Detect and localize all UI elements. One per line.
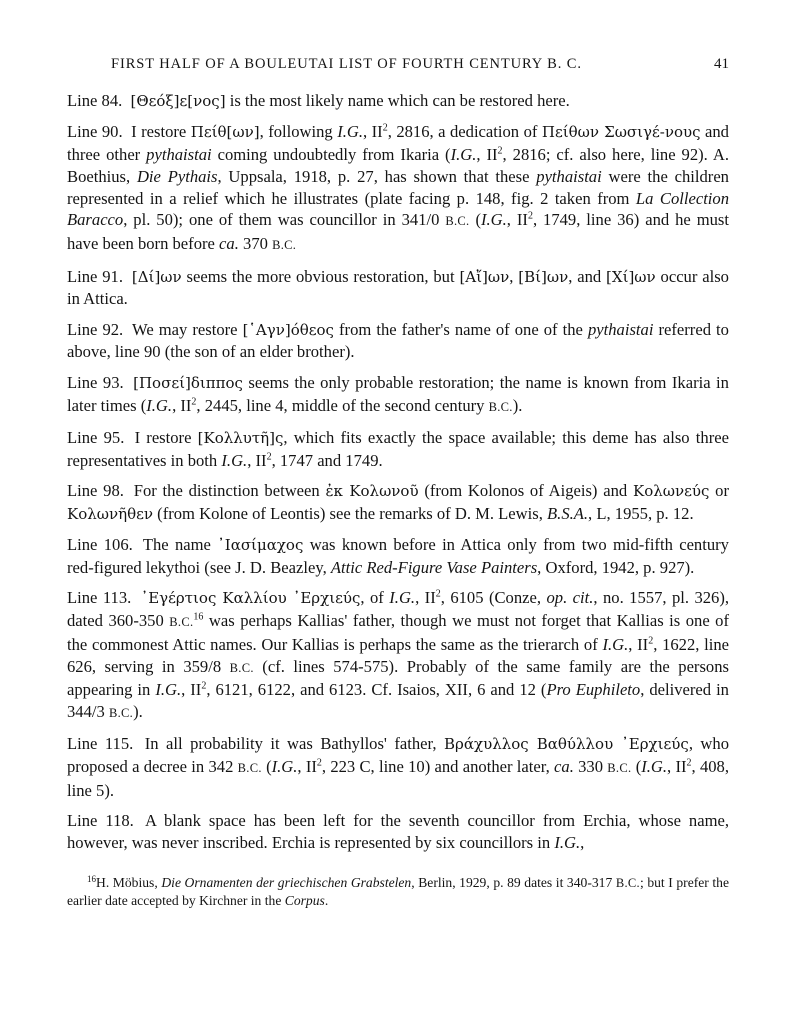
greek-text: Βράχυλλος Βαθύλλου ᾿Ερχιεύς <box>444 735 689 754</box>
greek-text: Κολωνεύς <box>632 481 710 500</box>
citation-ig: I.G. <box>146 395 173 415</box>
greek-text: Πείθ[ων] <box>190 123 260 142</box>
greek-text: Κολωνῆθεν <box>67 504 154 523</box>
citation-ig: I.G. <box>271 757 298 777</box>
note-label: Line 91. <box>67 266 124 286</box>
greek-text: [Χί]ων <box>606 267 656 286</box>
running-title: FIRST HALF OF A BOULEUTAI LIST OF FOURTH CENTURY B. C. <box>111 56 582 72</box>
citation-ig: I.G. <box>155 680 182 700</box>
greek-text: [Βί]ων <box>518 267 569 286</box>
citation-ig: I.G. <box>389 588 416 608</box>
greek-text: ᾿Ιασίμαχος <box>217 536 304 555</box>
note-label: Line 84. <box>67 91 123 110</box>
note-label: Line 93. <box>67 372 124 392</box>
footnote-ref[interactable]: 16 <box>193 611 204 623</box>
note-line-93: Line 93. [Ποσεί]διππος seems the only probable restoration; the name is known from Ikaria in later times (I.G., $II^2$, 2445, line 4, middle of the second century B.C.). <box>67 372 729 415</box>
greek-text: ἐκ Κολωνοῦ <box>325 481 419 500</box>
note-line-92: Line 92. We may restore [῾Αγν]όθεος from the father's name of one of the pythaistai referred to above, line 90 (the son of an elder brother). <box>67 319 729 362</box>
greek-text: ᾿Εγέρτιος Καλλίου ᾿Ερχιεύς <box>140 589 361 608</box>
book-title: Die Ornamenten der griechischen Grabstelen <box>161 874 412 890</box>
footnote-mark: 16 <box>87 873 96 884</box>
book-title: La Collection Baracco <box>67 188 730 230</box>
citation-ig: I.G. <box>602 634 629 654</box>
note-label: Line 98. <box>67 480 124 500</box>
greek-text: Πείθων Σωσιγέ-νους <box>541 123 701 142</box>
citation-ig: I.G. <box>641 757 668 777</box>
note-line-115: Line 115. In all probability it was Bathyllos' father, Βράχυλλος Βαθύλλου ᾿Ερχιεύς, who proposed a decree in 342 B.C. (I.G., $II^2$, 223 C, line 10) and another later, ca. 330 B.C. (I.G., $II^2$, 408, line 5). <box>67 734 729 801</box>
greek-text: [Δί]ων <box>131 267 182 286</box>
note-label: Line 106. <box>67 535 133 555</box>
book-title: Attic Red-Figure Vase Painters <box>330 557 538 577</box>
note-label: Line 115. <box>67 734 134 754</box>
greek-text: [῾Αγν]όθεος <box>242 320 334 339</box>
note-line-98: Line 98. For the distinction between ἐκ Κολωνοῦ (from Kolonos of Aigeis) and Κολωνεύς or Κολωνῆθεν (from Kolone of Leontis) see the remarks of D. M. Lewis, B.S.A., L, 1955, p. 12. <box>67 480 729 523</box>
note-line-91: Line 91. [Δί]ων seems the more obvious restoration, but [Αἴ]ων, [Βί]ων, and [Χί]ων occur also in Attica. <box>67 266 729 309</box>
note-line-90: Line 90. I restore Πείθ[ων], following I.G., $II^2$, 2816, a dedication of Πείθων Σωσιγέ-νους and three other pythaistai coming undoubtedly from Ikaria (I.G., $II^2$, 2816; cf. also here, line 92). A. Boethius, Die Pythais, Uppsala, 1918, p. 27, has shown that these pythaistai were the children represented in a relief which he illustrates (plate facing p. 148, fig. 2 taken from La Collection Baracco, pl. 50); one of them was councillor in 341/0 B.C. (I.G., $II^2$, 1749, line 36) and he must have been born before ca. 370 B.C. <box>67 122 730 254</box>
book-title: Pro Euphileto <box>546 680 641 700</box>
citation-ig: I.G. <box>480 210 507 230</box>
note-line-95: Line 95. I restore [Κολλυτῆ]ς, which fits exactly the space available; this deme has also three representatives in both I.G., $II^2$, 1747 and 1749. <box>67 427 729 470</box>
citation-ig: I.G. <box>450 145 477 165</box>
greek-text: [Ποσεί]διππος <box>133 373 243 392</box>
greek-text: [Αἴ]ων <box>459 267 510 286</box>
page-number: 41 <box>714 56 729 72</box>
note-line-113: Line 113. ᾿Εγέρτιος Καλλίου ᾿Ερχιεύς, of I.G., $II^2$, 6105 (Conze, op. cit., no. 1557, pl. 326), dated 360-350 B.C.$^{16}$ was perhaps Kallias' father, though we must not forget that Kallias is one of the commonest Attic names. Our Kallias is perhaps the same as the trierarch of I.G., $II^2$, 1622, line 626, serving in 359/8 B.C. (cf. lines 574-575). Probably of the same family are the persons appearing in I.G., $II^2$, 6121, 6122, and 6123. Cf. Isaios, XII, 6 and 12 (Pro Euphileto, delivered in 344/3 B.C.). <box>67 588 730 722</box>
note-label: Line 113. <box>67 588 132 608</box>
book-title: Die Pythais <box>136 166 218 186</box>
note-line-106: Line 106. The name ᾿Ιασίμαχος was known before in Attica only from two mid-fifth century red-figured lekythoi (see J. D. Beazley, Attic Red-Figure Vase Painters, Oxford, 1942, p. 927). <box>67 535 729 577</box>
running-head <box>67 56 729 73</box>
citation-ig: I.G. <box>221 450 248 470</box>
note-label: Line 90. <box>67 122 123 142</box>
footnote-16: $^{16}$H. Möbius, Die Ornamenten der griechischen Grabstelen, Berlin, 1929, p. 89 dates it 340-317 B.C.; but I prefer the earlier date accepted by Kirchner in the Corpus. <box>67 873 730 908</box>
journal-title: B.S.A. <box>547 503 589 523</box>
greek-text: [Κολλυτῆ]ς <box>197 428 284 447</box>
note-label: Line 92. <box>67 319 124 339</box>
note-label: Line 95. <box>67 427 125 447</box>
citation-ig: I.G. <box>337 122 364 142</box>
note-line-118: Line 118. A blank space has been left for the seventh councillor from Erchia, whose name, however, was never inscribed. Erchia is represented by six councillors in I.G., <box>67 811 730 853</box>
greek-text: [Θεόξ]ε[νος] <box>130 92 226 110</box>
note-line-84: Line 84. [Θεόξ]ε[νος] is the most likely name which can be restored here. <box>67 91 570 110</box>
citation-ig: I.G. <box>554 833 581 853</box>
note-label: Line 118. <box>67 811 134 831</box>
